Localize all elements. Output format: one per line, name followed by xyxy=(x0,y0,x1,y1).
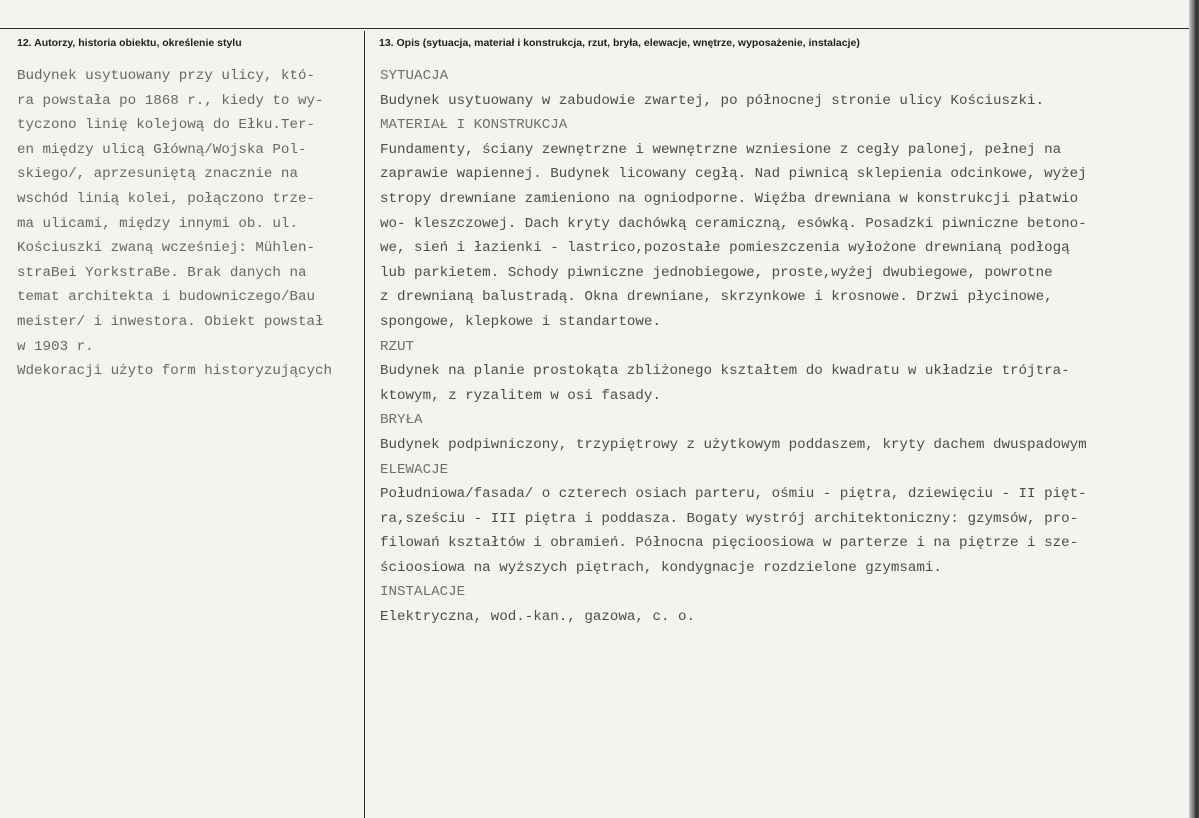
history-line: Budynek usytuowany przy ulicy, któ- xyxy=(17,68,315,84)
description-line: lub parkietem. Schody piwniczne jednobiegowe, proste,wyżej dwubiegowe, powrotne xyxy=(380,264,1053,281)
description-line: Budynek na planie prostokąta zbliżonego kształtem do kwadratu w układzie trójtra- xyxy=(380,363,1070,380)
history-line: ma ulicami, między innymi ob. ul. xyxy=(17,215,298,232)
history-line: w 1903 r. xyxy=(17,338,94,355)
description-line: we, sień i łazienki - lastrico,pozostałe pomieszczenia wyłożone drewnianą podłogą xyxy=(380,240,1070,257)
history-line: wschód linią kolei, połączono trze- xyxy=(17,190,315,207)
history-line: tyczono linię kolejową do Ełku.Ter- xyxy=(17,117,315,134)
description-line: Budynek podpiwniczony, trzypiętrowy z użytkowym poddaszem, kryty dachem dwuspadowym xyxy=(380,436,1087,453)
history-line: ra powstała po 1868 r., kiedy to wy- xyxy=(17,92,324,109)
history-line: skiego/, aprzesuniętą znacznie na xyxy=(17,166,298,183)
section-heading: BRYŁA xyxy=(380,412,423,429)
history-line: temat architekta i budowniczego/Bau xyxy=(17,289,315,306)
history-line: meister/ i inwestora. Obiekt powstał xyxy=(17,313,324,330)
description-line: Elektryczna, wod.-kan., gazowa, c. o. xyxy=(380,609,696,626)
description-line: ścioosiowa na wyższych piętrach, kondygnacje rozdzielone gzymsami. xyxy=(380,559,942,576)
top-rule xyxy=(0,28,1195,29)
left-section-header: 12. Autorzy, historia obiektu, określenie stylu xyxy=(17,37,242,49)
description-line: z drewnianą balustradą. Okna drewniane, skrzynkowe i krosnowe. Drzwi płycinowe, xyxy=(380,289,1053,306)
history-line: Wdekoracji użyto form historyzujących xyxy=(17,363,333,380)
history-text-block xyxy=(17,64,332,384)
section-heading: RZUT xyxy=(380,338,415,355)
history-line: en między ulicą Główną/Wojska Pol- xyxy=(17,141,307,158)
description-line: Południowa/fasada/ o czterech osiach parteru, ośmiu - piętra, dziewięciu - II pięt- xyxy=(380,486,1087,503)
history-line: Kościuszki zwaną wcześniej: Mühlen- xyxy=(17,240,315,257)
section-heading: MATERIAŁ I KONSTRUKCJA xyxy=(380,117,568,134)
description-line: wo- kleszczowej. Dach kryty dachówką ceramiczną, esówką. Posadzki piwniczne betono- xyxy=(380,215,1087,232)
description-line: spongowe, klepkowe i standartowe. xyxy=(380,313,661,330)
section-heading: INSTALACJE xyxy=(380,584,466,601)
description-line: ktowym, z ryzalitem w osi fasady. xyxy=(380,387,661,404)
description-line: filowań kształtów i obramień. Północna pięcioosiowa w parterze i na piętrze i sze- xyxy=(380,535,1079,552)
column-divider xyxy=(364,31,365,818)
description-line: zaprawie wapiennej. Budynek licowany cegłą. Nad piwnicą sklepienia odcinkowe, wyżej xyxy=(380,166,1087,183)
description-line: ra,sześciu - III piętra i poddasza. Bogaty wystrój architektoniczny: gzymsów, pro- xyxy=(380,510,1079,527)
right-section-header: 13. Opis (sytuacja, materiał i konstrukcja, rzut, bryła, elewacje, wnętrze, wyposażenie, instalacje) xyxy=(379,37,860,49)
page-edge xyxy=(1189,0,1195,818)
section-heading: SYTUACJA xyxy=(380,68,449,84)
section-heading: ELEWACJE xyxy=(380,461,449,478)
history-line: straBei YorkstraBe. Brak danych na xyxy=(17,264,307,281)
description-line: Fundamenty, ściany zewnętrzne i wewnętrzne wzniesione z cegły palonej, pełnej na xyxy=(380,141,1062,158)
description-text-block xyxy=(380,64,1087,630)
description-line: stropy drewniane zamieniono na ogniodporne. Więźba drewniana w konstrukcji płatwio xyxy=(380,190,1079,207)
description-line: Budynek usytuowany w zabudowie zwartej, po północnej stronie ulicy Kościuszki. xyxy=(380,92,1045,109)
